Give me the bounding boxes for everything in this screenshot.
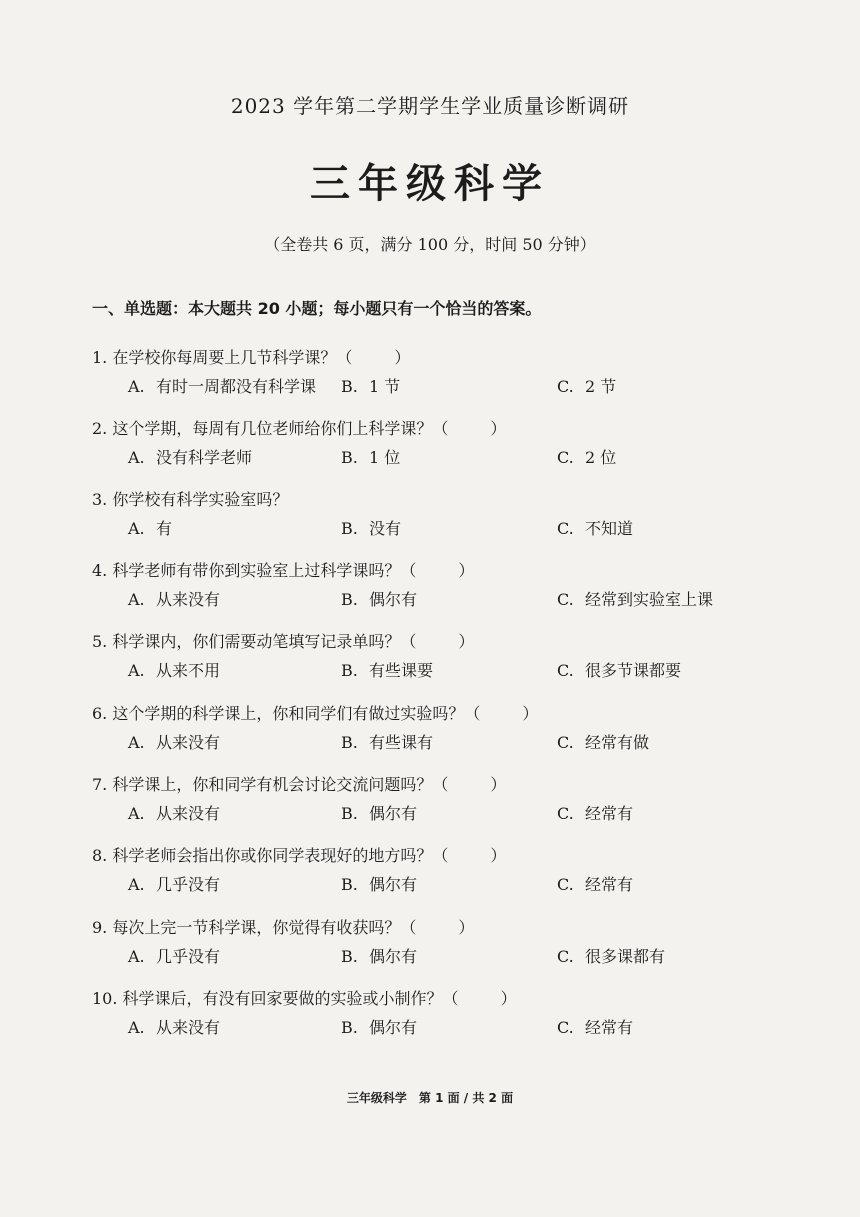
question-7 bbox=[0, 772, 860, 836]
question-close: ） bbox=[394, 348, 411, 367]
option-text: 没有 bbox=[369, 519, 402, 538]
question-number: 6. bbox=[92, 704, 108, 723]
option-text: 经常有 bbox=[585, 1018, 634, 1037]
option-a bbox=[128, 730, 220, 753]
question-stem bbox=[92, 487, 288, 510]
option-text: 偶尔有 bbox=[369, 1018, 418, 1037]
option-letter: A. bbox=[128, 590, 145, 609]
option-b bbox=[341, 730, 433, 753]
option-text: 经常有 bbox=[585, 875, 634, 894]
option-text: 有些课要 bbox=[369, 661, 434, 680]
question-stem bbox=[92, 843, 506, 866]
question-text: 科学课内，你们需要动笔填写记录单吗？（ bbox=[112, 632, 417, 651]
question-text: 你学校有科学实验室吗？ bbox=[112, 490, 289, 509]
question-number: 5. bbox=[92, 632, 108, 651]
option-c bbox=[557, 944, 665, 967]
option-letter: A. bbox=[128, 377, 145, 396]
page-footer: 三年级科学 第 1 面 / 共 2 面 bbox=[346, 1091, 514, 1105]
option-b bbox=[341, 872, 417, 895]
question-8 bbox=[0, 843, 860, 907]
option-a bbox=[128, 944, 220, 967]
option-c bbox=[557, 587, 713, 610]
question-text: 这个学期，每周有几位老师给你们上科学课？（ bbox=[112, 419, 449, 438]
question-number: 9. bbox=[92, 918, 108, 937]
question-text: 科学课上，你和同学有机会讨论交流问题吗？（ bbox=[112, 775, 449, 794]
option-b bbox=[341, 516, 401, 539]
option-text: 有时一周都没有科学课 bbox=[156, 377, 317, 396]
question-close: ） bbox=[458, 632, 475, 651]
option-text: 经常到实验室上课 bbox=[585, 590, 714, 609]
option-letter: C. bbox=[557, 661, 574, 680]
option-letter: A. bbox=[128, 875, 145, 894]
question-close: ） bbox=[490, 775, 507, 794]
option-letter: B. bbox=[341, 1018, 358, 1037]
option-b bbox=[341, 1015, 417, 1038]
option-text: 很多课都有 bbox=[585, 947, 666, 966]
question-stem bbox=[92, 772, 506, 795]
option-text: 很多节课都要 bbox=[585, 661, 682, 680]
option-text: 经常有做 bbox=[585, 733, 650, 752]
question-3 bbox=[0, 487, 860, 551]
option-letter: C. bbox=[557, 804, 574, 823]
option-letter: B. bbox=[341, 377, 358, 396]
option-b bbox=[341, 801, 417, 824]
option-text: 2 节 bbox=[585, 377, 617, 396]
option-a bbox=[128, 1015, 220, 1038]
option-c bbox=[557, 872, 633, 895]
option-text: 有些课有 bbox=[369, 733, 434, 752]
question-5 bbox=[0, 629, 860, 693]
question-6 bbox=[0, 701, 860, 765]
question-close: ） bbox=[490, 846, 507, 865]
question-number: 10. bbox=[92, 989, 118, 1008]
option-text: 经常有 bbox=[585, 804, 634, 823]
question-stem bbox=[92, 915, 474, 938]
section-heading: 一、单选题：本大题共 20 小题；每小题只有一个恰当的答案。 bbox=[92, 299, 542, 318]
option-letter: A. bbox=[128, 519, 145, 538]
option-a bbox=[128, 516, 172, 539]
option-letter: C. bbox=[557, 1018, 574, 1037]
option-letter: B. bbox=[341, 661, 358, 680]
option-c bbox=[557, 374, 616, 397]
option-letter: C. bbox=[557, 519, 574, 538]
option-letter: B. bbox=[341, 947, 358, 966]
option-c bbox=[557, 658, 681, 681]
option-letter: A. bbox=[128, 448, 145, 467]
option-text: 2 位 bbox=[585, 448, 617, 467]
option-letter: A. bbox=[128, 804, 145, 823]
option-b bbox=[341, 587, 417, 610]
option-text: 从来没有 bbox=[156, 1018, 221, 1037]
option-c bbox=[557, 1015, 633, 1038]
question-text: 这个学期的科学课上，你和同学们有做过实验吗？（ bbox=[112, 704, 481, 723]
option-letter: B. bbox=[341, 519, 358, 538]
option-b bbox=[341, 944, 417, 967]
option-letter: C. bbox=[557, 733, 574, 752]
question-1 bbox=[0, 345, 860, 409]
option-letter: B. bbox=[341, 733, 358, 752]
question-close: ） bbox=[522, 704, 539, 723]
option-text: 1 位 bbox=[369, 448, 401, 467]
option-letter: A. bbox=[128, 733, 145, 752]
option-a bbox=[128, 374, 316, 397]
question-2 bbox=[0, 416, 860, 480]
question-number: 7. bbox=[92, 775, 108, 794]
option-letter: C. bbox=[557, 590, 574, 609]
option-text: 从来没有 bbox=[156, 590, 221, 609]
option-text: 不知道 bbox=[585, 519, 634, 538]
option-a bbox=[128, 587, 220, 610]
option-text: 1 节 bbox=[369, 377, 401, 396]
question-number: 8. bbox=[92, 846, 108, 865]
option-letter: A. bbox=[128, 1018, 145, 1037]
question-stem bbox=[92, 701, 538, 724]
question-stem bbox=[92, 629, 474, 652]
option-letter: B. bbox=[341, 875, 358, 894]
question-number: 2. bbox=[92, 419, 108, 438]
option-a bbox=[128, 872, 220, 895]
option-text: 几乎没有 bbox=[156, 875, 221, 894]
exam-subtitle: 2023 学年第二学期学生学业质量诊断调研 bbox=[230, 94, 630, 118]
option-text: 偶尔有 bbox=[369, 590, 418, 609]
question-close: ） bbox=[500, 989, 517, 1008]
question-text: 每次上完一节科学课，你觉得有收获吗？（ bbox=[112, 918, 417, 937]
option-text: 没有科学老师 bbox=[156, 448, 253, 467]
option-a bbox=[128, 445, 252, 468]
option-letter: A. bbox=[128, 661, 145, 680]
question-9 bbox=[0, 915, 860, 979]
question-stem bbox=[92, 986, 517, 1009]
option-text: 几乎没有 bbox=[156, 947, 221, 966]
option-b bbox=[341, 374, 400, 397]
question-close: ） bbox=[458, 561, 475, 580]
option-letter: C. bbox=[557, 875, 574, 894]
option-a bbox=[128, 801, 220, 824]
option-b bbox=[341, 658, 433, 681]
question-stem bbox=[92, 416, 506, 439]
question-number: 3. bbox=[92, 490, 108, 509]
question-10 bbox=[0, 986, 860, 1050]
option-letter: C. bbox=[557, 947, 574, 966]
question-number: 4. bbox=[92, 561, 108, 580]
question-text: 科学老师会指出你或你同学表现好的地方吗？（ bbox=[112, 846, 449, 865]
option-text: 偶尔有 bbox=[369, 947, 418, 966]
question-stem bbox=[92, 345, 410, 368]
option-text: 从来不用 bbox=[156, 661, 221, 680]
option-c bbox=[557, 730, 649, 753]
option-letter: B. bbox=[341, 590, 358, 609]
question-4 bbox=[0, 558, 860, 622]
option-letter: A. bbox=[128, 947, 145, 966]
option-b bbox=[341, 445, 400, 468]
option-c bbox=[557, 801, 633, 824]
question-stem bbox=[92, 558, 474, 581]
option-text: 从来没有 bbox=[156, 733, 221, 752]
question-number: 1. bbox=[92, 348, 108, 367]
option-c bbox=[557, 445, 616, 468]
option-text: 偶尔有 bbox=[369, 804, 418, 823]
option-c bbox=[557, 516, 633, 539]
option-letter: B. bbox=[341, 804, 358, 823]
option-text: 从来没有 bbox=[156, 804, 221, 823]
option-text: 偶尔有 bbox=[369, 875, 418, 894]
question-close: ） bbox=[458, 918, 475, 937]
exam-title: 三年级科学 bbox=[310, 160, 550, 207]
option-text: 有 bbox=[156, 519, 173, 538]
option-letter: C. bbox=[557, 377, 574, 396]
exam-info: （全卷共 6 页，满分 100 分，时间 50 分钟） bbox=[264, 235, 596, 254]
option-letter: C. bbox=[557, 448, 574, 467]
question-text: 科学课后，有没有回家要做的实验或小制作？（ bbox=[122, 989, 459, 1008]
question-text: 在学校你每周要上几节科学课？（ bbox=[112, 348, 353, 367]
option-letter: B. bbox=[341, 448, 358, 467]
option-a bbox=[128, 658, 220, 681]
question-text: 科学老师有带你到实验室上过科学课吗？（ bbox=[112, 561, 417, 580]
question-close: ） bbox=[490, 419, 507, 438]
